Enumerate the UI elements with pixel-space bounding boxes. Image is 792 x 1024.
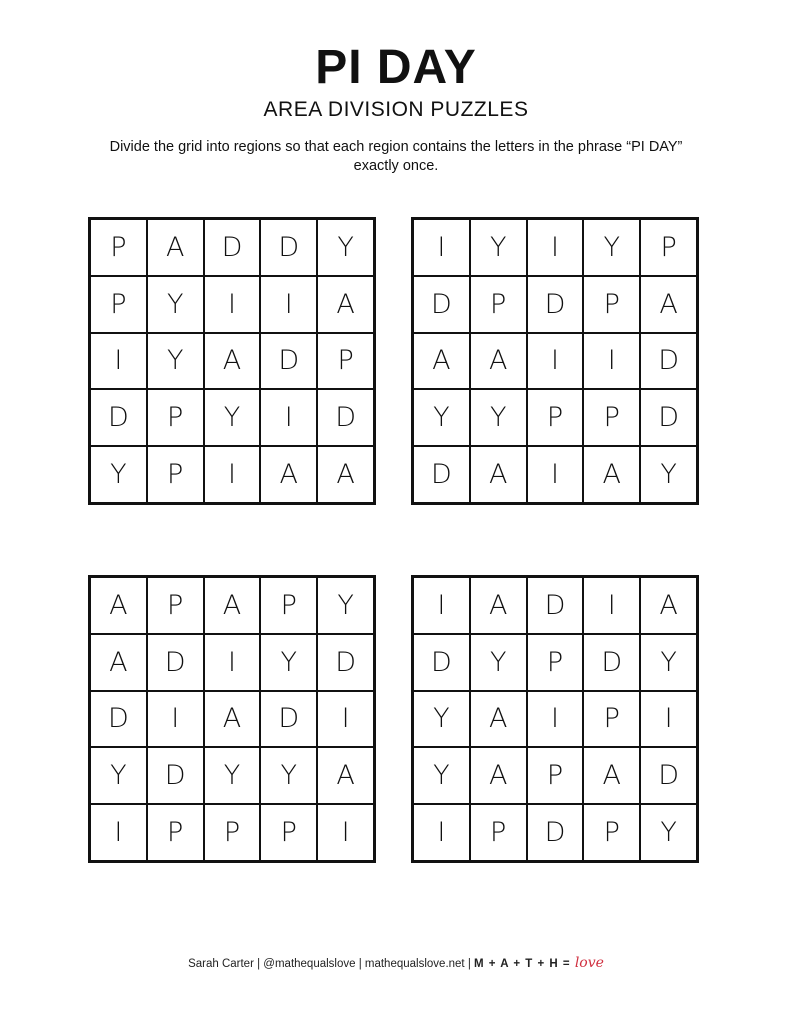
grid-cell[interactable]: Y xyxy=(317,219,374,276)
grid-cell[interactable]: Y xyxy=(147,333,204,390)
grid-cell[interactable]: I xyxy=(583,333,640,390)
grid-cell[interactable]: P xyxy=(583,804,640,861)
grid-cell[interactable]: I xyxy=(413,219,470,276)
puzzle-grid-1 xyxy=(88,217,376,505)
grid-cell[interactable]: I xyxy=(260,389,317,446)
grid-cell[interactable]: P xyxy=(260,577,317,634)
puzzle-grid-2 xyxy=(411,217,699,505)
grid-cell[interactable]: Y xyxy=(204,389,261,446)
grid-cell[interactable]: P xyxy=(583,276,640,333)
grid-cell[interactable]: A xyxy=(317,276,374,333)
grid-cell[interactable]: P xyxy=(204,804,261,861)
grid-cell[interactable]: Y xyxy=(470,389,527,446)
grid-cell[interactable]: P xyxy=(90,219,147,276)
grid-cell[interactable]: A xyxy=(583,446,640,503)
grid-cell[interactable]: I xyxy=(640,691,697,748)
grid-cell[interactable]: I xyxy=(90,804,147,861)
grid-cell[interactable]: P xyxy=(583,389,640,446)
grid-cell[interactable]: D xyxy=(260,219,317,276)
grid-cell[interactable]: Y xyxy=(640,804,697,861)
grid-cell[interactable]: I xyxy=(204,446,261,503)
grid-cell[interactable]: Y xyxy=(260,634,317,691)
grid-cell[interactable]: Y xyxy=(470,634,527,691)
grid-cell[interactable]: D xyxy=(527,804,584,861)
grid-cell[interactable]: Y xyxy=(413,691,470,748)
grid-cell[interactable]: Y xyxy=(147,276,204,333)
grid-cell[interactable]: D xyxy=(147,747,204,804)
grid-cell[interactable]: A xyxy=(413,333,470,390)
grid-cell[interactable]: I xyxy=(527,333,584,390)
grid-cell[interactable]: Y xyxy=(583,219,640,276)
puzzle-grid-4 xyxy=(411,575,699,863)
grid-cell[interactable]: P xyxy=(147,804,204,861)
grid-cell[interactable]: A xyxy=(90,634,147,691)
grid-cell[interactable]: A xyxy=(204,577,261,634)
grid-cell[interactable]: P xyxy=(147,446,204,503)
page-title: PI DAY xyxy=(315,41,477,94)
grid-cell[interactable]: P xyxy=(470,804,527,861)
grid-cell[interactable]: D xyxy=(204,219,261,276)
grid-cell[interactable]: P xyxy=(147,577,204,634)
grid-cell[interactable]: P xyxy=(90,276,147,333)
grid-cell[interactable]: D xyxy=(413,446,470,503)
grid-cell[interactable]: D xyxy=(640,747,697,804)
grid-cell[interactable]: I xyxy=(583,577,640,634)
grid-cell[interactable]: A xyxy=(90,577,147,634)
grid-cell[interactable]: P xyxy=(260,804,317,861)
grid-cell[interactable]: P xyxy=(147,389,204,446)
grid-cell[interactable]: D xyxy=(583,634,640,691)
grid-cell[interactable]: A xyxy=(640,577,697,634)
grid-cell[interactable]: I xyxy=(90,333,147,390)
grid-cell[interactable]: P xyxy=(527,389,584,446)
footer-credits: Sarah Carter | @mathequalslove | mathequalslove.net | xyxy=(188,958,475,970)
footer xyxy=(0,955,792,971)
grid-cell[interactable]: A xyxy=(470,691,527,748)
footer-math-logo: M + A + T + H = xyxy=(474,958,575,970)
grid-cell[interactable]: P xyxy=(640,219,697,276)
grid-cell[interactable]: A xyxy=(260,446,317,503)
grid-cell[interactable]: P xyxy=(317,333,374,390)
grid-cell[interactable]: D xyxy=(413,276,470,333)
grid-cell[interactable]: D xyxy=(640,389,697,446)
grid-cell[interactable]: Y xyxy=(317,577,374,634)
grid-cell[interactable]: Y xyxy=(90,747,147,804)
grid-cell[interactable]: I xyxy=(317,691,374,748)
grid-cell[interactable]: D xyxy=(640,333,697,390)
grid-cell[interactable]: Y xyxy=(640,634,697,691)
grid-cell[interactable]: D xyxy=(317,389,374,446)
grid-cell[interactable]: D xyxy=(317,634,374,691)
grid-cell[interactable]: D xyxy=(260,691,317,748)
grid-cell[interactable]: P xyxy=(527,634,584,691)
grid-cell[interactable]: A xyxy=(317,446,374,503)
grid-cell[interactable]: A xyxy=(470,333,527,390)
grid-cell[interactable]: D xyxy=(90,389,147,446)
grid-cell[interactable]: A xyxy=(204,691,261,748)
puzzle-grid-3 xyxy=(88,575,376,863)
grid-cell[interactable]: D xyxy=(413,634,470,691)
grid-cell[interactable]: A xyxy=(470,446,527,503)
grid-cell[interactable]: P xyxy=(527,747,584,804)
grid-cell[interactable]: I xyxy=(204,276,261,333)
grid-cell[interactable]: A xyxy=(204,333,261,390)
instructions: Divide the grid into regions so that each region contains the letters in the phrase “PI DAY” exactly once. xyxy=(109,139,683,174)
grid-cell[interactable]: I xyxy=(147,691,204,748)
grid-cell[interactable]: D xyxy=(527,577,584,634)
grid-cell[interactable]: A xyxy=(640,276,697,333)
grid-cell[interactable]: I xyxy=(527,446,584,503)
grid-cell[interactable]: Y xyxy=(413,747,470,804)
grid-cell[interactable]: I xyxy=(413,804,470,861)
grid-cell[interactable]: A xyxy=(470,747,527,804)
grid-cell[interactable]: A xyxy=(470,577,527,634)
grid-cell[interactable]: I xyxy=(204,634,261,691)
grid-cell[interactable]: D xyxy=(527,276,584,333)
grid-cell[interactable]: I xyxy=(260,276,317,333)
grid-cell[interactable]: I xyxy=(527,691,584,748)
grid-cell[interactable]: A xyxy=(147,219,204,276)
grid-cell[interactable]: Y xyxy=(640,446,697,503)
grid-cell[interactable]: Y xyxy=(260,747,317,804)
footer-love-logo: love xyxy=(574,955,604,971)
grid-cell[interactable]: A xyxy=(317,747,374,804)
grid-cell[interactable]: I xyxy=(413,577,470,634)
grid-cell[interactable]: D xyxy=(147,634,204,691)
grid-cell[interactable]: D xyxy=(260,333,317,390)
page-subtitle: AREA DIVISION PUZZLES xyxy=(263,98,529,121)
grid-cell[interactable]: P xyxy=(583,691,640,748)
grid-cell[interactable]: Y xyxy=(90,446,147,503)
grid-cell[interactable]: Y xyxy=(204,747,261,804)
grid-cell[interactable]: Y xyxy=(470,219,527,276)
grid-cell[interactable]: Y xyxy=(413,389,470,446)
grid-cell[interactable]: P xyxy=(470,276,527,333)
grid-cell[interactable]: A xyxy=(583,747,640,804)
grid-cell[interactable]: D xyxy=(90,691,147,748)
grid-cell[interactable]: I xyxy=(317,804,374,861)
grid-cell[interactable]: I xyxy=(527,219,584,276)
